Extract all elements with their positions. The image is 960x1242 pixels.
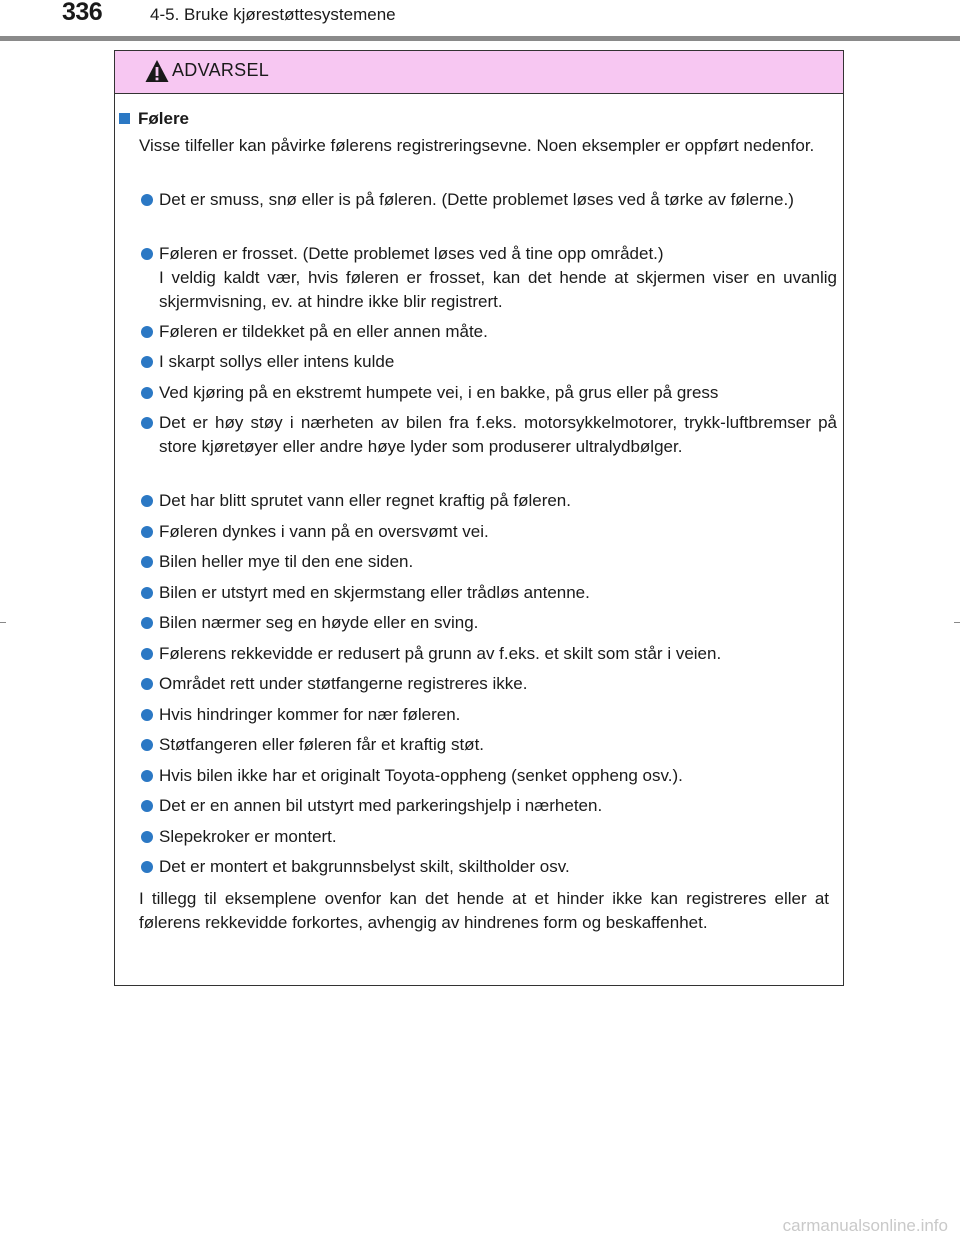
bullet-dot-icon xyxy=(141,326,153,338)
crop-mark-left xyxy=(0,622,6,623)
list-item-text: Føleren er frosset. (Dette problemet løses ved å tine opp området.) I veldig kaldt vær, hvis føleren er frosset, kan det hende at skjermen viser en uvanlig skjermvisning, ev. at hindre ikke blir registrert. xyxy=(159,244,837,311)
list-item-text: Hvis hindringer kommer for nær føleren. xyxy=(159,705,461,724)
list-item xyxy=(139,825,837,849)
warning-title: ADVARSEL xyxy=(172,60,270,80)
bullet-dot-icon xyxy=(141,356,153,368)
bullet-dot-icon xyxy=(141,678,153,690)
bullet-dot-icon xyxy=(141,526,153,538)
list-item-text: Det er montert et bakgrunnsbelyst skilt, skiltholder osv. xyxy=(159,857,570,876)
list-item-text: Hvis bilen ikke har et originalt Toyota-oppheng (senket oppheng osv.). xyxy=(159,766,683,785)
closing-paragraph: I tillegg til eksemplene ovenfor kan det hende at et hinder ikke kan registreres eller at følerens rekkevidde forkortes, avhengig av hindrenes form og beskaffenhet. xyxy=(139,889,829,932)
bullet-dot-icon xyxy=(141,387,153,399)
list-item xyxy=(139,188,837,212)
list-item xyxy=(139,381,837,405)
warning-box xyxy=(114,50,844,986)
bullet-dot-icon xyxy=(141,861,153,873)
list-item-text: Føleren dynkes i vann på en oversvømt vei. xyxy=(159,522,489,541)
header-rule xyxy=(0,36,960,41)
page-header xyxy=(0,0,960,40)
list-item-text: Det har blitt sprutet vann eller regnet kraftig på føleren. xyxy=(159,491,571,510)
list-item-text: Støtfangeren eller føleren får et kraftig støt. xyxy=(159,735,485,754)
list-item-text: Bilen heller mye til den ene siden. xyxy=(159,552,414,571)
bullet-dot-icon xyxy=(141,417,153,429)
list-item xyxy=(139,350,837,374)
intro-paragraph: Visse tilfeller kan påvirke følerens registreringsevne. Noen eksempler er oppført nedenfor. xyxy=(139,136,815,155)
bullet-dot-icon xyxy=(141,617,153,629)
bullet-dot-icon xyxy=(141,739,153,751)
list-item-text: Slepekroker er montert. xyxy=(159,827,337,846)
list-item xyxy=(139,520,837,544)
list-item xyxy=(139,672,837,696)
bullet-dot-icon xyxy=(141,495,153,507)
list-item xyxy=(139,320,837,344)
list-item xyxy=(139,855,837,879)
list-item-text: Bilen er utstyrt med en skjermstang eller trådløs antenne. xyxy=(159,583,590,602)
list-item-text: Det er en annen bil utstyrt med parkeringshjelp i nærheten. xyxy=(159,796,603,815)
bullet-dot-icon xyxy=(141,770,153,782)
crop-mark-right xyxy=(954,622,960,623)
bullet-dot-icon xyxy=(141,248,153,260)
list-item-text: Ved kjøring på en ekstremt humpete vei, i en bakke, på grus eller på gress xyxy=(159,383,719,402)
list-item xyxy=(139,581,837,605)
list-item xyxy=(139,733,837,757)
list-item xyxy=(139,489,837,513)
subsection-heading xyxy=(119,107,189,131)
list-item-text: Følerens rekkevidde er redusert på grunn av f.eks. et skilt som står i veien. xyxy=(159,644,722,663)
list-item-text: Føleren er tildekket på en eller annen måte. xyxy=(159,322,488,341)
warning-triangle-icon xyxy=(145,59,169,83)
list-item-text: Det er smuss, snø eller is på føleren. (Dette problemet løses ved å tørke av følerne.) xyxy=(159,190,794,209)
bullet-dot-icon xyxy=(141,831,153,843)
page-number: 336 xyxy=(62,0,103,26)
warning-header xyxy=(115,51,843,94)
bullet-dot-icon xyxy=(141,648,153,660)
bullet-dot-icon xyxy=(141,194,153,206)
list-item-text: I skarpt sollys eller intens kulde xyxy=(159,352,395,371)
list-item-text: Bilen nærmer seg en høyde eller en sving. xyxy=(159,613,479,632)
list-item xyxy=(139,764,837,788)
list-item xyxy=(139,794,837,818)
subsection-heading-text: Følere xyxy=(138,109,190,128)
list-item xyxy=(139,611,837,635)
bullet-dot-icon xyxy=(141,556,153,568)
bullet-dot-icon xyxy=(141,709,153,721)
list-item-text: Området rett under støtfangerne registreres ikke. xyxy=(159,674,528,693)
list-item xyxy=(139,642,837,666)
bullet-dot-icon xyxy=(141,587,153,599)
list-item xyxy=(139,703,837,727)
section-title: 4-5. Bruke kjørestøttesystemene xyxy=(150,5,396,24)
list-item xyxy=(139,411,837,459)
watermark: carmanualsonline.info xyxy=(782,1216,948,1235)
list-item xyxy=(139,550,837,574)
list-item xyxy=(139,242,837,314)
blue-square-marker-icon xyxy=(119,113,130,124)
list-item-text: Det er høy støy i nærheten av bilen fra f.eks. motorsykkelmotorer, trykk-luftbremser på store kjøretøyer eller andre høye lyder som produserer ultralydbølger. xyxy=(159,413,837,456)
bullet-dot-icon xyxy=(141,800,153,812)
